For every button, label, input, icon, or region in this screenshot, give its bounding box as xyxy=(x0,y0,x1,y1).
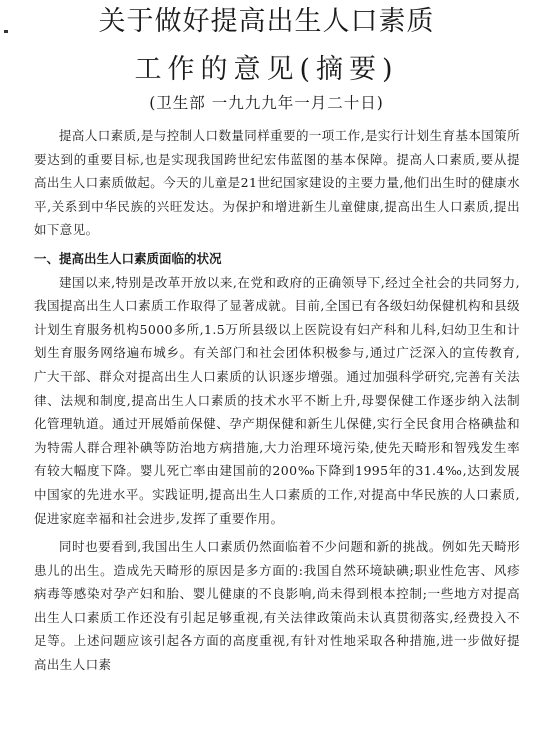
body-paragraph: 同时也要看到,我国出生人口素质仍然面临着不少问题和新的挑战。例如先天畸形患儿的出生。造成先天畸形的原因是多方面的:我国自然环境缺碘;职业性危害、风疹病毒等感染对孕产妇和胎、婴儿健康的不良影响,尚未得到根本控制;一些地方对提高出生人口素质工作还没有引起足够重视,有关法律政策尚未认真贯彻落实,经费投入不足等。上述问题应该引起各方面的高度重视,有针对性地采取各种措施,进一步做好提高出生人口素 xyxy=(34,539,520,673)
document-subtitle: (卫生部 一九九九年一月二十日) xyxy=(149,94,384,112)
intro-paragraph: 提高人口素质,是与控制人口数量同样重要的一项工作,是实行计划生育基本国策所要达到的重要目标,也是实现我国跨世纪宏伟蓝图的基本保障。提高人口素质,要从提高出生人口素质做起。今天的儿童是21世纪国家建设的主要力量,他们出生时的健康水平,关系到中华民族的兴旺发达。为保护和增进新生儿童健康,提高出生人口素质,提出如下意见。 xyxy=(34,128,520,238)
body-paragraph: 建国以来,特别是改革开放以来,在党和政府的正确领导下,经过全社会的共同努力,我国提高出生人口素质工作取得了显著成就。目前,全国已有各级妇幼保健机构和县级计划生育服务机构5000多所,1.5万所县级以上医院设有妇产科和儿科,妇幼卫生和计划生育服务网络遍布城乡。有关部门和社会团体积极参与,通过广泛深入的宣传教育,广大干部、群众对提高出生人口素质的认识逐步增强。通过加强科学研究,完善有关法律、法规和制度,提高出生人口素质的技术水平不断上升,母婴保健工作逐步纳入法制化管理轨道。通过开展婚前保健、孕产期保健和新生儿保健,实行全民食用合格碘盐和为特需人群合理补碘等防治地方病措施,大力治理环境污染,使先天畸形和智残发生率有较大幅度下降。婴儿死亡率由建国前的200‰下降到1995年的31.4‰,达到发展中国家的先进水平。实践证明,提高出生人口素质的工作,对提高中华民族的人口素质,促进家庭幸福和社会进步,发挥了重要作用。 xyxy=(34,274,520,526)
document-title-line2: 工作的意见(摘要) xyxy=(134,54,399,85)
document-title-line1: 关于做好提高出生人口素质 xyxy=(98,6,435,37)
section-heading: 一、提高出生人口素质面临的状况 xyxy=(34,250,222,266)
document-body xyxy=(34,124,520,677)
